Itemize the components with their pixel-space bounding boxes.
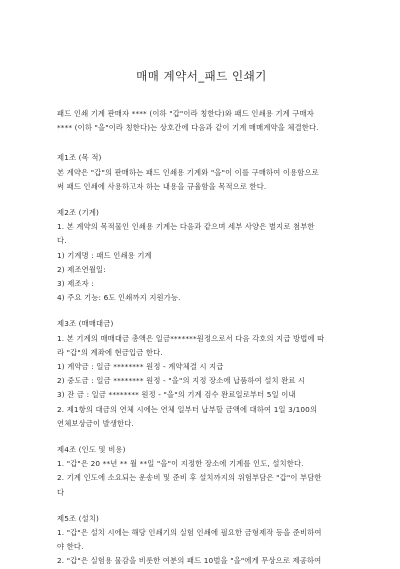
article-line: 2) 제조연월일: bbox=[57, 264, 106, 274]
article-5 bbox=[57, 512, 346, 569]
intro-line: **** (이하 "을"이라 칭한다)는 상호간에 다음과 같이 기계 매매계약을 체결한다. bbox=[57, 123, 319, 133]
article-line: 1) 기계명 : 패드 인쇄용 기계 bbox=[57, 250, 152, 260]
article-heading: 제5조 (설치) bbox=[57, 513, 100, 523]
article-line: 1. 본 계약의 목적물인 인쇄용 기계는 다음과 같으며 세부 사양은 별지로 첨부한 bbox=[57, 222, 315, 232]
article-line: 3) 잔 금 : 일금 ******** 원정 - "을"의 기계 검수 완료일로부터 5일 이내 bbox=[57, 390, 296, 400]
article-3 bbox=[57, 317, 346, 431]
article-line: 라 "갑"의 계좌에 현금입금 한다. bbox=[57, 347, 163, 357]
article-line: 1. "갑"은 20 **년 ** 월 **일 "을"이 지정한 장소에 기계를 인도, 설치한다. bbox=[57, 459, 304, 469]
article-line: 본 계약은 "갑"의 판매하는 패드 인쇄용 기계와 "을"이 이를 구매하여 이용함으로 bbox=[57, 167, 319, 177]
article-line: 4) 주요 기능: 6도 인쇄까지 지원가능. bbox=[57, 293, 181, 303]
article-line: 2. 제1항의 대금의 연체 시에는 연체 일부터 납부할 금액에 대하여 1일 3/100의 bbox=[57, 404, 318, 414]
article-line: 써 패드 인쇄에 사용하고자 하는 내용을 규율함을 목적으로 한다. bbox=[57, 181, 267, 191]
article-2 bbox=[57, 206, 346, 305]
article-heading: 제1조 (목 적) bbox=[57, 153, 102, 163]
article-line: 2. "갑"은 실험용 물감을 비롯한 여분의 패드 10벌을 "을"에게 무상으로 제공하여 bbox=[57, 556, 322, 566]
intro-paragraph bbox=[57, 107, 346, 135]
article-line: 다 bbox=[57, 487, 65, 497]
article-4 bbox=[57, 443, 346, 500]
article-line: 2. 기계 인도에 소요되는 운송비 및 준비 후 설치까지의 위험부담은 "갑"이 부담한 bbox=[57, 473, 322, 483]
article-line: 1. 본 기계의 매매대금 총액은 일금*******원정으로서 다음 각호의 지급 방법에 따 bbox=[57, 333, 325, 343]
article-line: 2) 중도금 : 일금 ******** 원정 - "을"의 지정 장소에 납품하여 설치 완료 시 bbox=[57, 376, 306, 386]
article-line: 3) 제조자 : bbox=[57, 279, 94, 289]
article-heading: 제3조 (매매대금) bbox=[57, 319, 114, 329]
article-line: 1. "갑"은 설치 시에는 해당 인쇄기의 실험 인쇄에 필요한 금형제작 등을 준비하여 bbox=[57, 528, 322, 538]
article-1 bbox=[57, 151, 346, 194]
article-line: 연체보상금이 발생한다. bbox=[57, 418, 134, 428]
document-title: 매매 계약서_패드 인쇄기 bbox=[136, 69, 267, 83]
article-heading: 제2조 (기계) bbox=[57, 208, 100, 218]
article-heading: 제4조 (인도 및 비용) bbox=[57, 445, 126, 455]
article-line: 야 한다. bbox=[57, 542, 84, 552]
intro-line: 패드 인쇄 기계 판매자 **** (이하 "갑"이라 칭한다)와 패드 인쇄용 기계 구매자 bbox=[57, 109, 314, 118]
article-line: 다. bbox=[57, 236, 67, 246]
article-line: 1) 계약금 : 일금 ******** 원정 - 계약체결 시 지급 bbox=[57, 362, 224, 372]
